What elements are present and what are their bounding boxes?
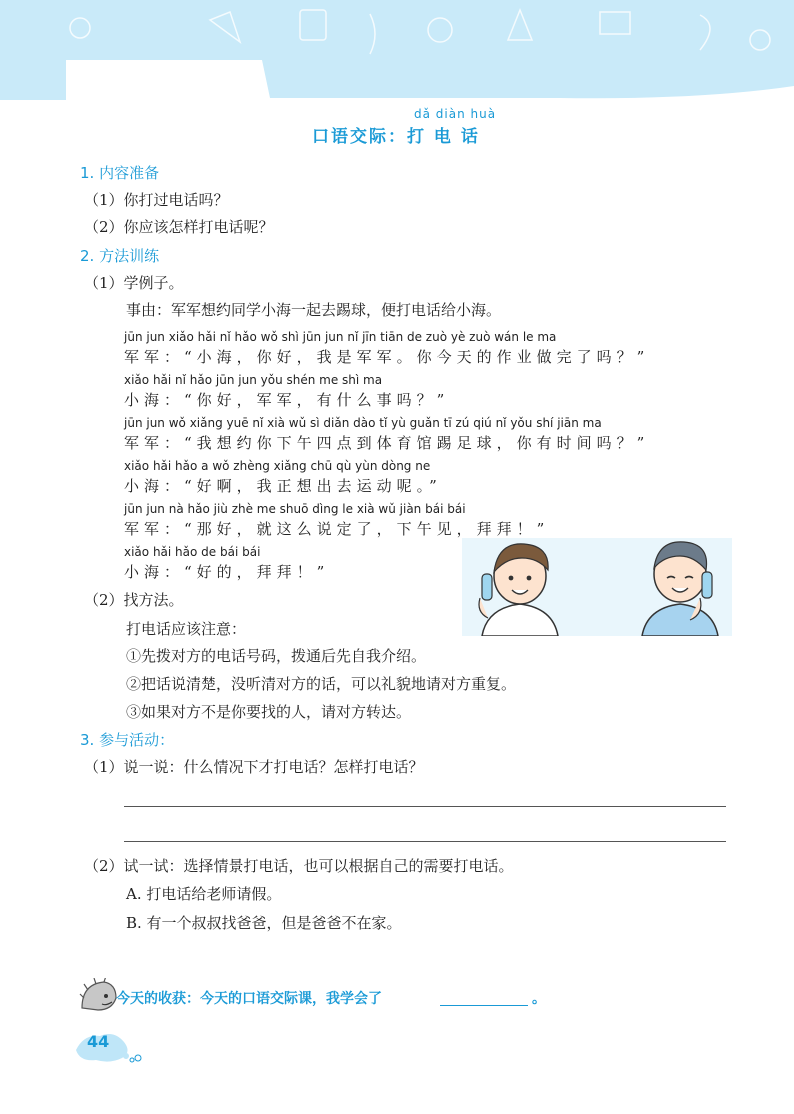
example-reason: 事由：军军想约同学小海一起去踢球，便打电话给小海。 [126,301,502,319]
dialogue-pinyin: jūn jun wǒ xiǎng yuē nǐ xià wǔ sì diǎn dào tǐ yù guǎn tī zú qiú nǐ yǒu shí jiān ma [124,416,602,430]
dialogue-line: 军军：“小海，你好，我是军军。你今天的作业做完了吗？” [124,348,650,366]
harvest-text: 今天的收获：今天的口语交际课，我学会了 [116,991,382,1007]
answer-line[interactable] [124,841,726,842]
notes-title: 打电话应该注意： [126,620,247,638]
page-number: 44 [87,1032,110,1051]
option-b: B. 有一个叔叔找爸爸，但是爸爸不在家。 [126,914,402,932]
dialogue-line: 军军：“那好，就这么说定了，下午见，拜拜！” [124,520,550,538]
dialogue-pinyin: jūn jun xiǎo hǎi nǐ hǎo wǒ shì jūn jun nǐ jīn tiān de zuò yè zuò wán le ma [124,330,557,344]
section-1-heading: 1. 内容准备 [80,164,160,182]
note-item: ②把话说清楚，没听清对方的话，可以礼貌地请对方重复。 [126,675,517,693]
harvest-end: 。 [532,991,546,1007]
dialogue-line: 小海：“好的，拜拜！” [124,563,330,581]
section-3-heading: 3. 参与活动： [80,731,175,749]
dialogue-line: 小海：“好啊，我正想出去运动呢。” [124,477,442,495]
dialogue-line: 军军：“我想约你下午四点到体育馆踢足球，你有时间吗？” [124,434,650,452]
page-number-decoration [70,1030,160,1064]
dialogue-pinyin: xiǎo hǎi hǎo a wǒ zhèng xiǎng chū qù yùn dòng ne [124,459,431,473]
option-a: A. 打电话给老师请假。 [126,885,282,903]
dialogue-pinyin: jūn jun nà hǎo jiù zhè me shuō dìng le xià wǔ jiàn bái bái [124,502,466,516]
answer-line[interactable] [124,806,726,807]
header-banner [0,0,794,100]
hedgehog-icon [78,978,118,1014]
note-item: ③如果对方不是你要找的人，请对方转达。 [126,703,412,721]
children-phone-illustration [462,538,732,636]
section-1-question-2: （2）你应该怎样打电话呢？ [84,218,274,236]
harvest-blank-line[interactable] [440,1005,528,1006]
note-item: ①先拨对方的电话号码，拨通后先自我介绍。 [126,647,427,665]
section-1-question-1: （1）你打过电话吗？ [84,191,229,209]
page-title: 口语交际：打 电 话 [312,127,480,147]
section-2-sub-2: （2）找方法。 [84,591,184,609]
title-pinyin: dǎ diàn huà [414,107,497,121]
dialogue-line: 小海：“你好，军军，有什么事吗？” [124,391,450,409]
section-2-heading: 2. 方法训练 [80,247,160,265]
dialogue-pinyin: xiǎo hǎi nǐ hǎo jūn jun yǒu shén me shì ma [124,373,383,387]
section-3-question-2: （2）试一试：选择情景打电话，也可以根据自己的需要打电话。 [84,857,514,875]
section-2-sub-1: （1）学例子。 [84,274,184,292]
dialogue-pinyin: xiǎo hǎi hǎo de bái bái [124,545,261,559]
section-3-question-1: （1）说一说：什么情况下才打电话？怎样打电话？ [84,758,424,776]
